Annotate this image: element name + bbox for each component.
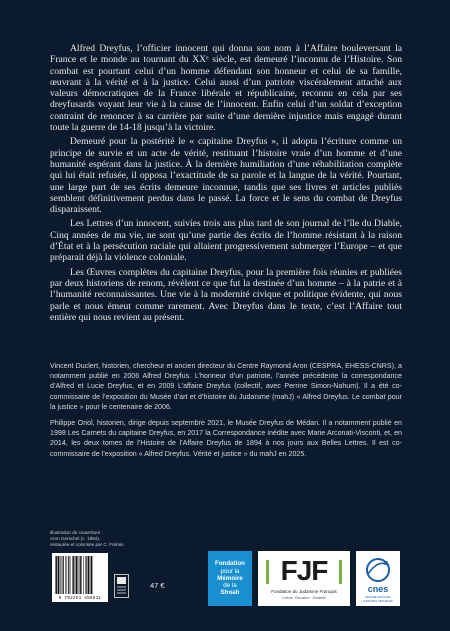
credit-line: Illustration de couverture : xyxy=(50,530,103,535)
paragraph-letters: Les Lettres d’un innocent, suivies trois ans plus tard de son journal de l’île du Diable, Cinq années de ma vie, ne sont qu’une partie des écrits de l’homme résistant à la raison d’État et à la persécution raciale qui allaient progressivement submerger l’Europe – et que préparait déjà la violence coloniale. xyxy=(50,218,402,264)
cnes-sub-line: CENTRE NATIONAL xyxy=(364,595,392,599)
cnes-name: cnes xyxy=(367,584,389,594)
cnes-logo xyxy=(356,551,400,606)
paragraph-intro: Alfred Dreyfus, l’officier innocent qui donna son nom à l’Affaire bouleversant la France et le monde au tournant du XXᵉ siècle, est demeuré l’inconnu de l’Histoire. Son combat est pourtant celui d’un homme défendant son honneur et celui de sa famille, œuvrant à la vérité et à la justice. Celui aussi d’un patriote viscéralement attaché aux valeurs démocratiques de la France libérale et républicaine, reconnu en cela par ses dreyfusards voyant leur vie à la cause de l’innocent. Enfin celui d’un soldat d’exception contraint de renoncer à sa carrière par suite d’une dernière injustice mais engagé durant toute la guerre de 14-18 jusqu’à la victoire. xyxy=(50,43,402,134)
price: 47 € xyxy=(150,581,165,590)
cnes-emblem-icon xyxy=(356,553,400,587)
bio-oriol: Philippe Oriol, historien, dirige depuis septembre 2021, le Musée Dreyfus de Médan. Il a notamment publié en 1998 Les Carnets du capitaine Dreyfus, en 2017 la Correspondance inédite avec Marie Arconati-Visconti, et, en 2014, les deux tomes de l’Histoire de l’Affaire Dreyfus de 1894 à nos jours aux Belles Lettres. Il est co-commissaire de l’exposition « Alfred Dreyfus. Vérité et justice » du mahJ en 2025. xyxy=(50,419,402,458)
fondation-memoire-shoah-logo xyxy=(208,551,252,606)
fjf-logo xyxy=(258,551,350,606)
illustration-credit xyxy=(50,530,160,548)
paragraph-complete-works: Les Œuvres complètes du capitaine Dreyfus, pour la première fois réunies et publiées par deux historiens de renom, révèlent ce que fut la destinée d’un homme – à la patrie et à l’humanité reconnaissantes. Une vie à la modernité civique et politique évidente, qui nous parle et nous émeut comme rarement. Avec Dreyfus dans le texte, c’est l’Affaire tout entière qui nous revient au présent. xyxy=(50,266,402,323)
cnes-sub-line: D'ÉTUDES SPATIALES xyxy=(363,598,393,603)
credit-line: Aron Gerschel (c. 1894), xyxy=(50,536,101,541)
author-bios xyxy=(50,361,402,465)
main-text xyxy=(50,43,402,326)
bio-duclert: Vincent Duclert, historien, chercheur et ancien directeur du Centre Raymond Aron (CESPRA, EHESS-CNRS), a notamment publié en 2006 Alfred Dreyfus. L’honneur d’un patriote, l’année précédente la correspondance d’Alfred et Lucie Dreyfus, et en 2009 L’affaire Dreyfus (collectif, avec Perrine Simon-Nahum). Il a été co-commissaire de l’exposition du Musée d’art et d’histoire du Judaïsme (mahJ) « Alfred Dreyfus. Le combat pour la justice » pour le centenaire de 2006. xyxy=(50,362,402,411)
paragraph-writing: Demeuré pour la postérité le « capitaine Dreyfus », il adopta l’écriture comme un principe de survie et un acte de vérité, restituant l’histoire vraie d’un homme et d’une humanité espérant dans la justice. À la dernière humiliation d’une réhabilitation complète qui lui était refusée, il opposa l’exactitude de sa parole et la langue de la vérité. Pourtant, une large part de ses écrits demeure inconnue, tandis que ses livres et articles publiés semblent définitivement perdus dans le passé. La force et le sens du combat de Dreyfus disparaissent. xyxy=(50,136,402,216)
publisher-logo xyxy=(114,574,129,598)
barcode-digits: 9 782251 456511 xyxy=(52,596,108,602)
logo-line: Shoah xyxy=(220,589,240,597)
fjf-tagline: Culture · Éducation · Solidarité xyxy=(282,596,326,600)
cnes-subtitle xyxy=(356,596,400,603)
logo-line: de la xyxy=(223,582,237,590)
logo-line: Fondation xyxy=(215,560,245,568)
fjf-caption: Fondation du Judaïsme Français xyxy=(271,589,337,594)
barcode-bars xyxy=(52,553,108,596)
fjf-letters: FJF xyxy=(280,555,328,586)
logo-line: Mémoire xyxy=(217,574,243,582)
credit-line: restaurée et colorisée par C. Frémin xyxy=(50,542,124,547)
barcode xyxy=(52,553,108,596)
logo-line: pour la xyxy=(220,567,240,575)
